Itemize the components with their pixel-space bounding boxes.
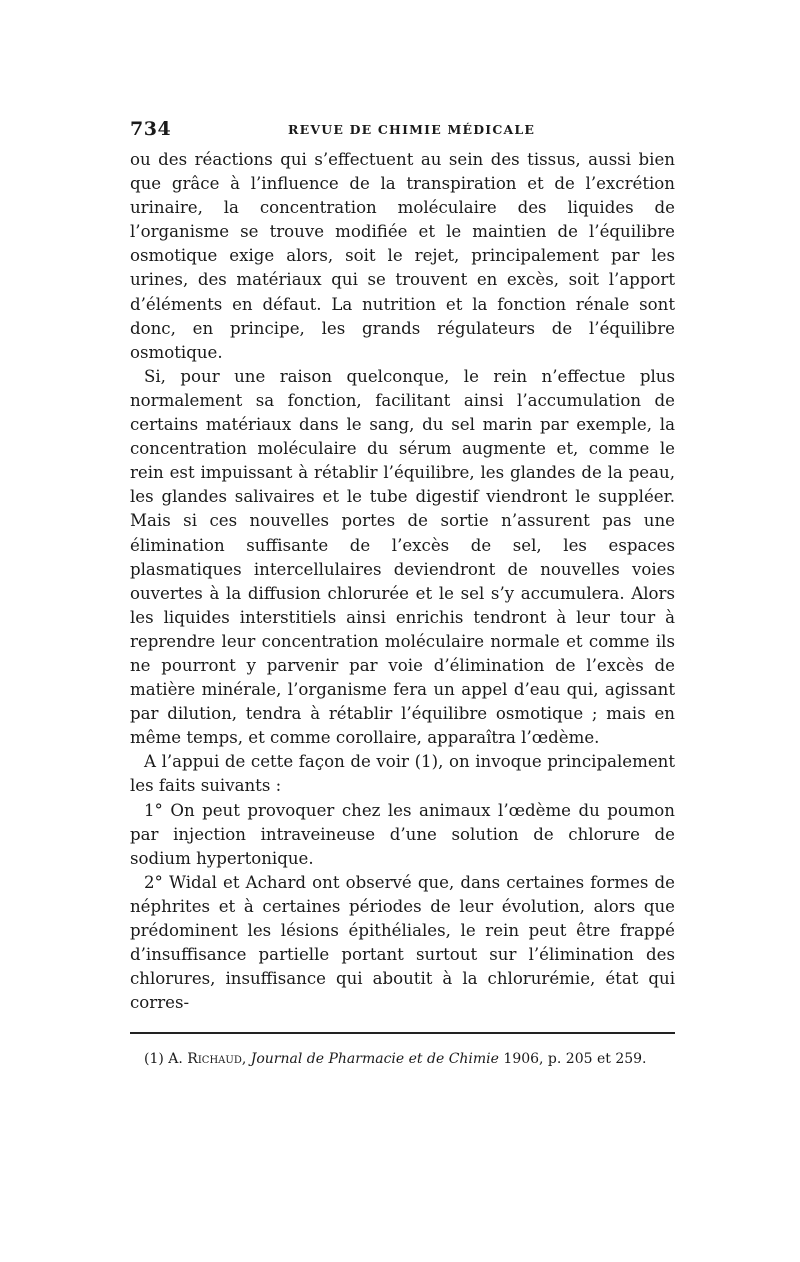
- footnote-journal: Journal de Pharmacie et de Chimie: [250, 1051, 499, 1068]
- document-page: [130, 118, 675, 1068]
- page-header: [130, 118, 675, 148]
- running-head: REVUE DE CHIMIE MÉDICALE: [288, 122, 536, 137]
- footnote: [130, 1050, 675, 1068]
- footnote-author: A. Richaud,: [168, 1051, 247, 1068]
- body-text: [130, 148, 675, 1015]
- page-number: 734: [130, 118, 172, 140]
- paragraph-2: Si, pour une raison quelconque, le rein n’effectue plus normalement sa fonction, facilitant ainsi l’accumulation de certains matériaux dans le sang, du sel marin par exemple, la concentration moléculaire du sérum augmente et, comme le rein est impuissant à rétablir l’équilibre, les glandes de la peau, les glandes salivaires et le tube digestif viendront le suppléer. Mais si ces nouvelles portes de sortie n’assurent pas une élimination suffisante de l’excès de sel, les espaces plasmatiques intercellulaires deviendront de nouvelles voies ouvertes à la diffusion chlorurée et le sel s’y accumulera. Alors les liquides interstitiels ainsi enrichis tendront à leur tour à reprendre leur concentration moléculaire normale et comme ils ne pourront y parvenir par voie d’élimination de l’excès de matière minérale, l’organisme fera un appel d’eau qui, agissant par dilution, tendra à rétablir l’équilibre osmotique ; mais en même temps, et comme corollaire, apparaîtra l’œdème.: [130, 366, 675, 748]
- footnote-marker: (1): [144, 1051, 164, 1068]
- paragraph-3: A l’appui de cette façon de voir (1), on invoque principalement les faits suivants :: [130, 752, 675, 796]
- paragraph-5: 2° Widal et Achard ont observé que, dans certaines formes de néphrites et à certaines périodes de leur évolution, alors que prédominent les lésions épithéliales, le rein peut être frappé d’insuffisance partielle portant surtout sur l’élimination des chlorures, insuffisance qui aboutit à la chlorurémie, état qui corres-: [130, 872, 675, 1013]
- paragraph-1: ou des réactions qui s’effectuent au sein des tissus, aussi bien que grâce à l’influence de la transpiration et de l’excrétion urinaire, la concentration moléculaire des liquides de l’organisme se trouve modifiée et le maintien de l’équilibre osmotique exige alors, soit le rejet, principalement par les urines, des matériaux qui se trouvent en excès, soit l’apport d’éléments en défaut. La nutrition et la fonction rénale sont donc, en principe, les grands régulateurs de l’équilibre osmotique.: [130, 150, 675, 362]
- footnote-details: 1906, p. 205 et 259.: [503, 1051, 647, 1068]
- footnote-divider: [130, 1032, 675, 1034]
- paragraph-4: 1° On peut provoquer chez les animaux l’œdème du poumon par injection intraveineuse d’une solution de chlorure de sodium hypertonique.: [130, 800, 675, 868]
